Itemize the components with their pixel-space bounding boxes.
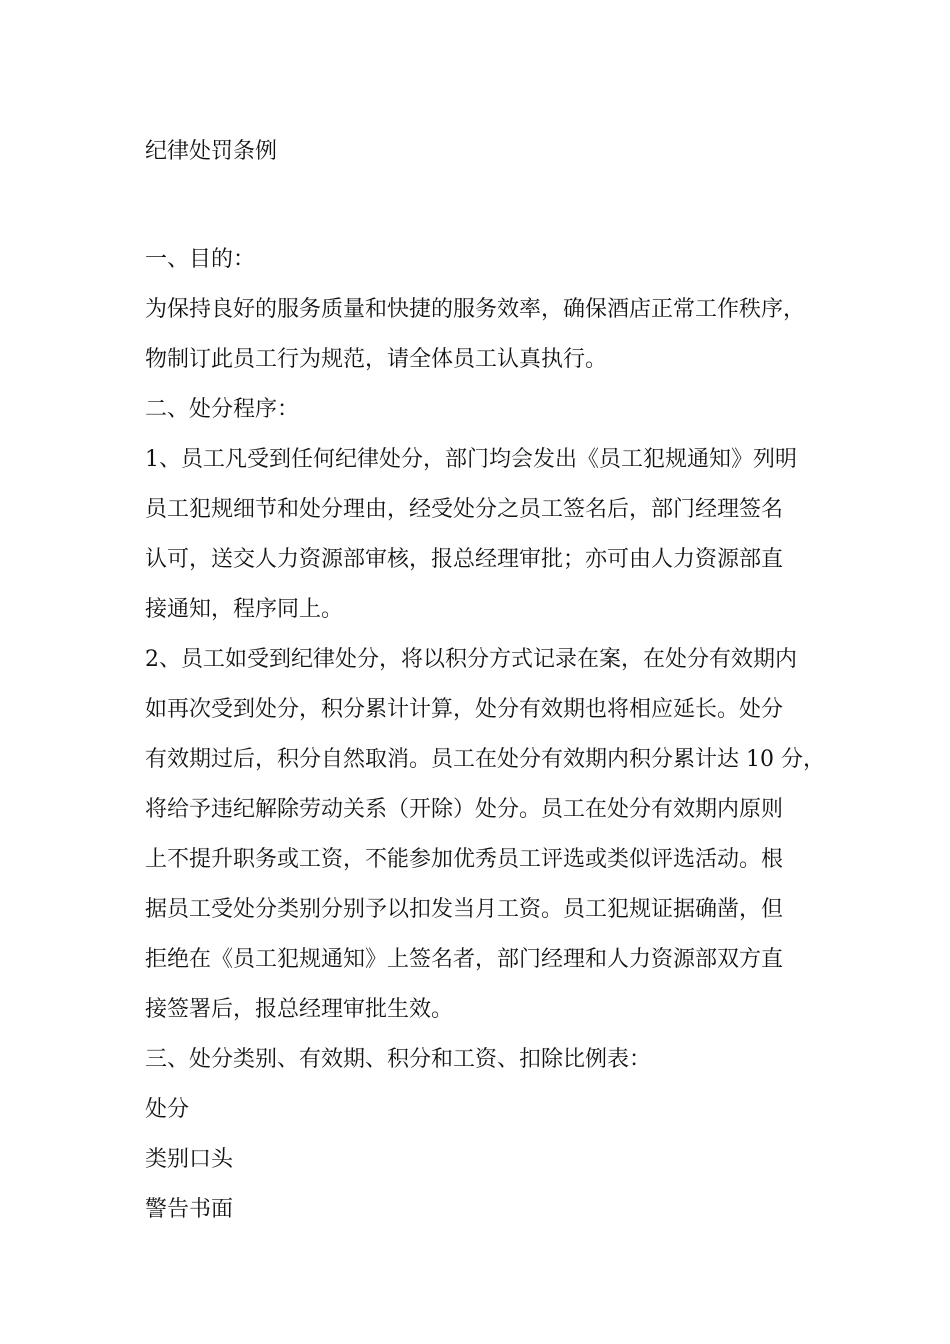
document-body [145, 136, 825, 1244]
section-heading-purpose: 一、目的： [145, 247, 256, 272]
procedure-item2-line-2: 如再次受到处分，积分累计计算，处分有效期也将相应延长。处分 [145, 697, 784, 722]
purpose-line-1: 为保持良好的服务质量和快捷的服务效率，确保酒店正常工作秩序， [145, 297, 806, 322]
procedure-item1-line-2: 员工犯规细节和处分理由，经受处分之员工签名后，部门经理签名 [145, 497, 784, 522]
table-text-line-3: 警告书面 [145, 1197, 234, 1222]
section-heading-procedure: 二、处分程序： [145, 397, 300, 422]
procedure-item2-line-6: 据员工受处分类别分别予以扣发当月工资。员工犯规证据确凿，但 [145, 897, 784, 922]
table-text-line-1: 处分 [145, 1097, 190, 1122]
procedure-item2-line-4: 将给予违纪解除劳动关系（开除）处分。员工在处分有效期内原则 [145, 797, 784, 822]
table-text-line-2: 类别口头 [145, 1147, 234, 1172]
procedure-item1-line-1: 1、员工凡受到任何纪律处分，部门均会发出《员工犯规通知》列明 [145, 447, 797, 472]
procedure-item2-line-5: 上不提升职务或工资，不能参加优秀员工评选或类似评选活动。根 [145, 847, 784, 872]
procedure-item1-line-3: 认可，送交人力资源部审核，报总经理审批；亦可由人力资源部直 [145, 547, 784, 572]
procedure-item2-line-7: 拒绝在《员工犯规通知》上签名者，部门经理和人力资源部双方直 [145, 947, 784, 972]
procedure-item2-line-1: 2、员工如受到纪律处分，将以积分方式记录在案，在处分有效期内 [145, 647, 797, 672]
procedure-item2-line-8: 接签署后，报总经理审批生效。 [145, 997, 454, 1022]
document-title: 纪律处罚条例 [145, 139, 278, 164]
purpose-line-2: 物制订此员工行为规范，请全体员工认真执行。 [145, 347, 608, 372]
section-heading-categories: 三、处分类别、有效期、积分和工资、扣除比例表： [145, 1047, 652, 1072]
procedure-item1-line-4: 接通知，程序同上。 [145, 597, 344, 622]
procedure-item2-line-3: 有效期过后，积分自然取消。员工在处分有效期内积分累计达 10 分， [145, 747, 825, 772]
